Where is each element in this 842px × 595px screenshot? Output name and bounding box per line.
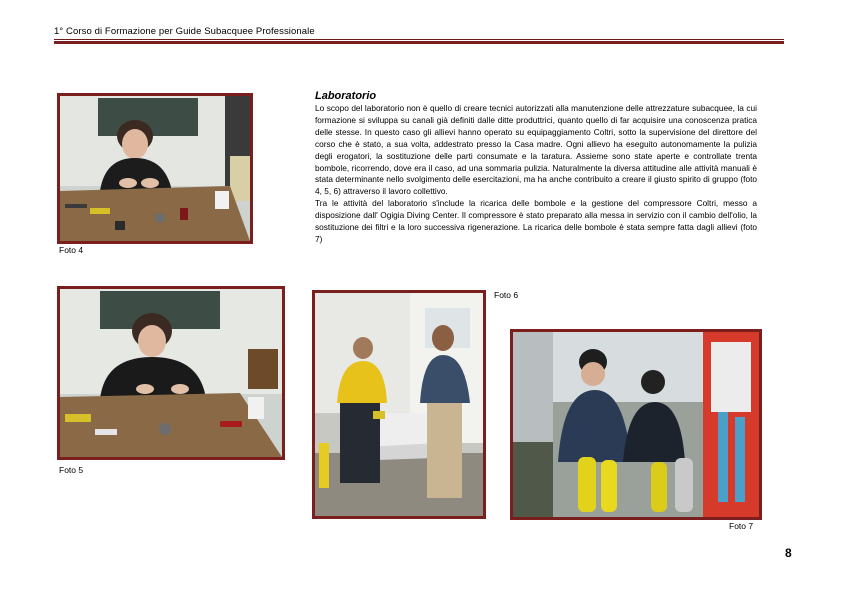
photo-foto-7: [510, 329, 762, 520]
body-paragraph-1: Lo scopo del laboratorio non è quello di creare tecnici autorizzati alla manutenzione delle attrezzature subacquee, la cui formazione si sviluppa su canali già definiti dalle ditte produttrici, quanto quello di far acquisire una conoscenza pratica delle stesse. In questo caso gli allievi hanno operato su equipaggiamento Coltri, sotto la supervisione del direttore del corso che è stato, a sua volta, addestrato presso la Casa madre. Ogni allievo ha eseguito autonomamente la pulizia degli erogatori, la sostituzione delle parti consumate e la taratura. Assieme sono state aperte e controllate trenta bombole, ricorrendo, dove era il caso, ad una sommaria pulizia. Naturalmente la diversa attitudine alle attività manuali è stata determinante nello svolgimento delle esercitazioni, ma ha anche contribuito a creare il giusto spirito di gruppo (foto 4, 5, 6) attraverso il lavoro collettivo.: [315, 103, 757, 197]
document-header-title: 1° Corso di Formazione per Guide Subacquee Professionale: [54, 26, 315, 37]
caption-foto-6: Foto 6: [494, 290, 519, 300]
caption-foto-5: Foto 5: [59, 465, 84, 475]
caption-foto-7: Foto 7: [729, 521, 754, 531]
body-paragraph-2: Tra le attività del laboratorio s'include la ricarica delle bombole e la gestione del compressore Coltri, messo a disposizione dall' Ogigia Diving Center. Il compressore è stato preparato alla messa in servizio con il cambio dell'olio, la sostituzione dei filtri e la loro successiva rigenerazione. La ricarica delle bombole è stata sempre fatta dagli allievi (foto 7): [315, 198, 757, 244]
header-rule-thin: [54, 39, 784, 40]
section-title: Laboratorio: [315, 90, 377, 102]
caption-foto-4: Foto 4: [59, 245, 84, 255]
photo-foto-5: [57, 286, 285, 460]
page-number: 8: [785, 546, 792, 560]
header-rule-thick: [54, 41, 784, 44]
section-body: [315, 103, 757, 246]
photo-foto-6: [312, 290, 486, 519]
photo-foto-4: [57, 93, 253, 244]
